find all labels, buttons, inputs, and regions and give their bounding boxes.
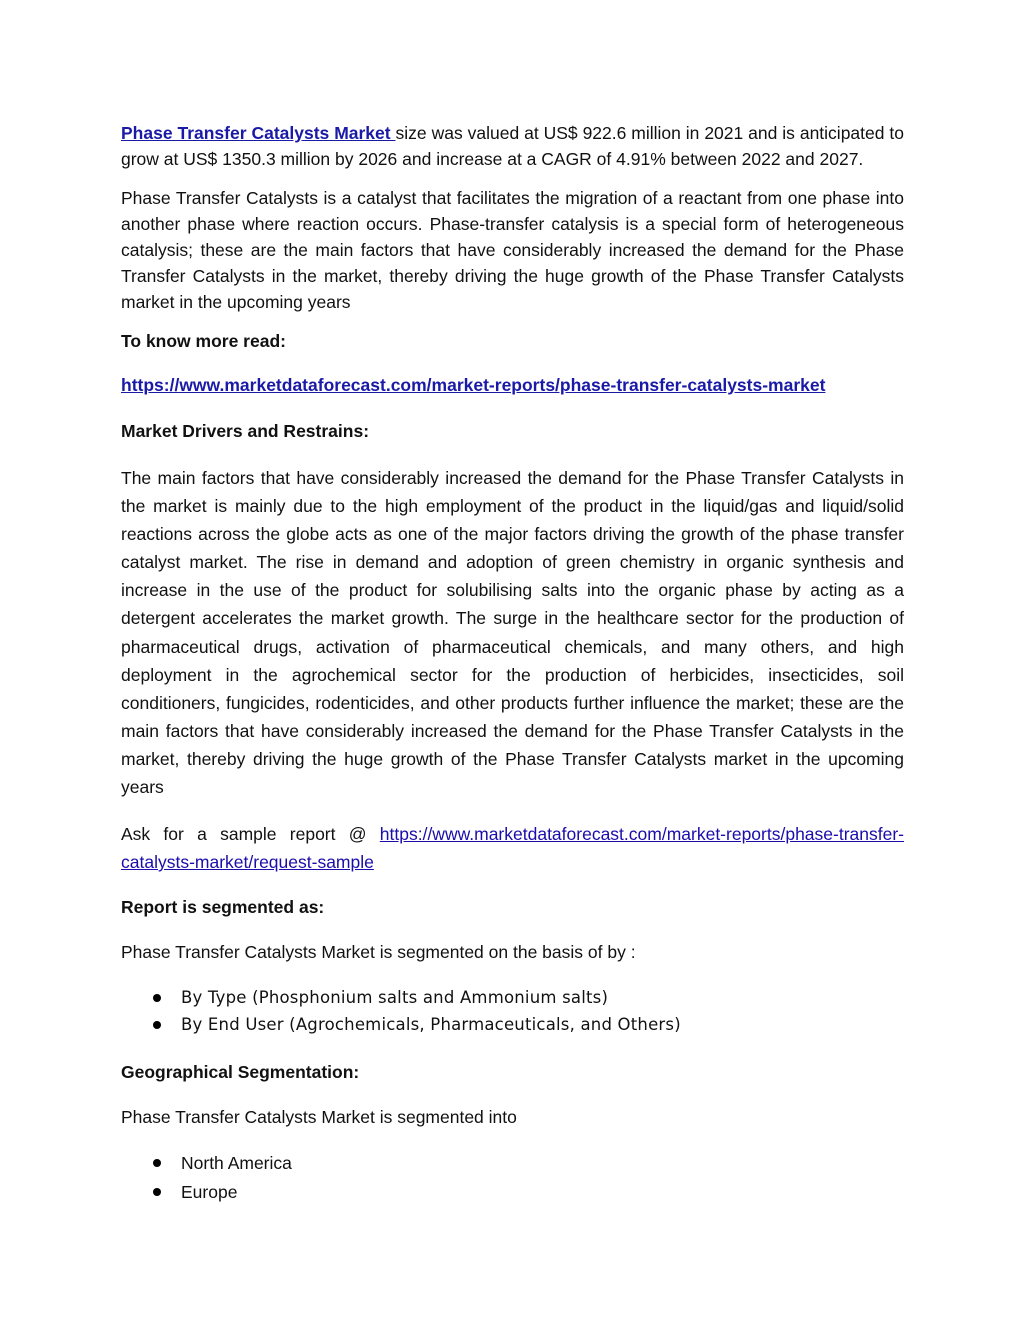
bullet-icon	[153, 1021, 161, 1029]
segmentation-intro: Phase Transfer Catalysts Market is segmented on the basis of by :	[121, 942, 636, 963]
intro-text: size was valued at US$ 922.6 million in 2021 and is anticipated to grow at US$ 1350.3 million by 2026 and increase at a CAGR of 4.91% between 2022 and 2027.	[121, 123, 904, 169]
segmentation-list	[121, 985, 904, 1039]
segmentation-heading: Report is segmented as:	[121, 897, 325, 918]
definition-paragraph: Phase Transfer Catalysts is a catalyst that facilitates the migration of a reactant from one phase into another phase where reaction occurs. Phase-transfer catalysis is a special form of heterogeneous catalysis; these are the main factors that have considerably increased the demand for the Phase Transfer Catalysts in the market, thereby driving the huge growth of the Phase Transfer Catalysts market in the upcoming years	[121, 188, 904, 312]
segment-label: By Type (Phosphonium salts and Ammonium salts)	[181, 988, 609, 1008]
segment-label: By End User (Agrochemicals, Pharmaceuticals, and Others)	[181, 1015, 681, 1035]
region-label: North America	[181, 1153, 292, 1174]
sample-prefix: Ask for a sample report @	[121, 824, 380, 845]
bullet-icon	[153, 1188, 161, 1196]
sample-request-link[interactable]: https://www.marketdataforecast.com/market-reports/phase-transfer-catalysts-market/request-sample	[121, 824, 904, 873]
list-item	[121, 1012, 904, 1039]
list-item	[121, 1179, 904, 1209]
list-item	[121, 985, 904, 1012]
region-label: Europe	[181, 1182, 238, 1203]
region-list	[121, 1150, 904, 1209]
geography-intro: Phase Transfer Catalysts Market is segmented into	[121, 1107, 517, 1128]
know-more-url-line	[121, 372, 904, 398]
know-more-heading: To know more read:	[121, 331, 286, 351]
sample-paragraph	[121, 820, 904, 876]
list-item	[121, 1150, 904, 1179]
market-link[interactable]: Phase Transfer Catalysts Market	[121, 123, 396, 143]
document-page	[121, 120, 904, 1209]
drivers-paragraph: The main factors that have considerably increased the demand for the Phase Transfer Catalysts in the market is mainly due to the high employment of the product in the liquid/gas and liquid/solid reactions across the globe acts as one of the major factors driving the growth of the phase transfer catalyst market. The rise in demand and adoption of green chemistry in organic synthesis and increase in the use of the product for solubilising salts into the organic phase by acting as a detergent accelerates the market growth. The surge in the healthcare sector for the production of pharmaceutical drugs, activation of pharmaceutical chemicals, and many others, and high deployment in the agrochemical sector for the production of herbicides, insecticides, soil conditioners, fungicides, rodenticides, and other products further influence the market; these are the main factors that have considerably increased the demand for the Phase Transfer Catalysts in the market, thereby driving the huge growth of the Phase Transfer Catalysts market in the upcoming years	[121, 468, 904, 798]
bullet-icon	[153, 1159, 161, 1167]
drivers-heading: Market Drivers and Restrains:	[121, 421, 370, 441]
intro-paragraph	[121, 120, 904, 172]
bullet-icon	[153, 994, 161, 1002]
report-url-link[interactable]: https://www.marketdataforecast.com/market-reports/phase-transfer-catalysts-market	[121, 375, 826, 395]
geography-heading: Geographical Segmentation:	[121, 1062, 360, 1083]
